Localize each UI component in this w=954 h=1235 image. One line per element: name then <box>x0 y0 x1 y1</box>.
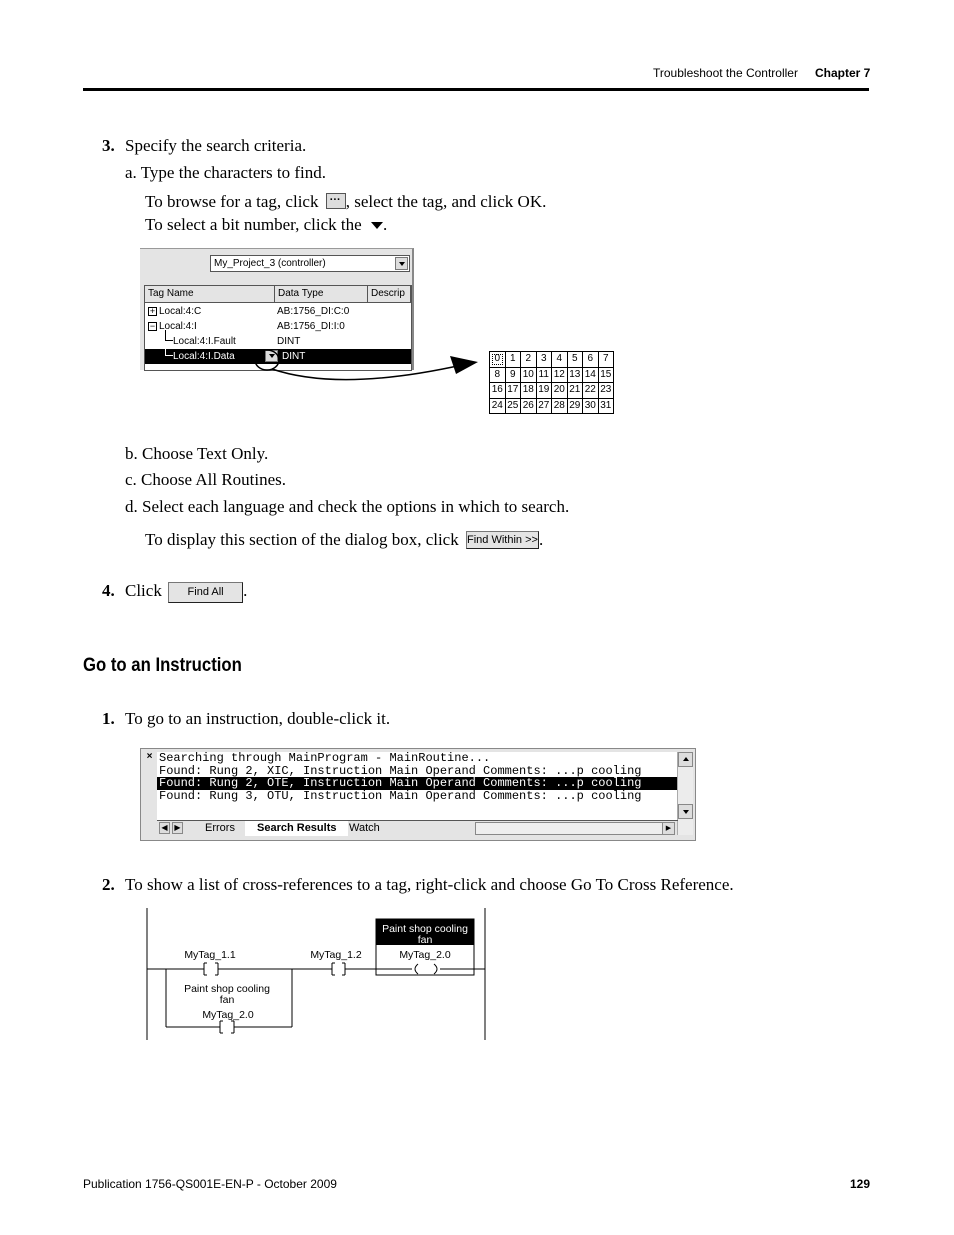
step-4-text-post: . <box>243 581 248 600</box>
tab-watch[interactable]: Watch <box>349 822 380 834</box>
bit-grid-row <box>490 383 614 399</box>
goto-step-1-number: 1. <box>102 709 115 728</box>
scope-dropdown-value: My_Project_3 (controller) <box>214 258 326 269</box>
bit-instruction <box>145 215 387 235</box>
bit-cell[interactable]: 22 <box>583 383 599 399</box>
tab-scroll-left-icon[interactable]: ◀ <box>159 822 170 834</box>
expand-icon[interactable]: + <box>149 306 156 316</box>
vertical-scrollbar[interactable] <box>677 752 693 835</box>
tag-data-type: DINT <box>282 351 306 362</box>
tag-data-type: AB:1756_DI:C:0 <box>277 306 350 317</box>
bit-cell[interactable]: 19 <box>536 383 552 399</box>
footer-page-number: 129 <box>850 1177 871 1191</box>
tag-name: Local:4:I <box>159 321 197 332</box>
tag-row[interactable] <box>145 304 411 319</box>
bit-cell[interactable]: 2 <box>521 352 537 368</box>
header-chapter: Chapter 7 <box>815 66 871 80</box>
header-rule <box>83 88 869 91</box>
bit-text-post: . <box>382 215 388 234</box>
bit-grid-row <box>490 398 614 414</box>
display-text-post: . <box>538 530 544 549</box>
column-header-description[interactable]: Descrip <box>368 286 411 303</box>
bit-cell[interactable]: 21 <box>567 383 583 399</box>
display-section-instruction <box>145 530 543 550</box>
find-all-button[interactable]: Find All <box>168 582 243 603</box>
tag-name: Local:4:I.Data <box>173 351 235 362</box>
step-4-line <box>125 581 247 603</box>
collapse-icon[interactable]: − <box>149 321 156 331</box>
browse-ellipsis-button[interactable] <box>326 193 346 209</box>
goto-step-2-number: 2. <box>102 875 115 894</box>
bit-cell[interactable]: 7 <box>598 352 614 368</box>
bit-cell[interactable]: 5 <box>567 352 583 368</box>
tag-data-type: AB:1756_DI:I:0 <box>277 321 345 332</box>
bit-cell[interactable]: 17 <box>505 383 521 399</box>
ellipsis-icon: ··· <box>329 194 341 206</box>
result-line[interactable]: Found: Rung 2, XIC, Instruction Main Operand Comments: ...p cooling <box>159 763 642 778</box>
result-line-selected[interactable]: Found: Rung 2, OTE, Instruction Main Operand Comments: ...p cooling <box>157 777 678 790</box>
bit-cell[interactable]: 9 <box>505 367 521 383</box>
tag-name: Local:4:C <box>159 306 202 317</box>
branch-contact-tag[interactable]: MyTag_2.0 <box>202 1009 254 1021</box>
bit-cell[interactable]: 6 <box>583 352 599 368</box>
column-header-data-type[interactable]: Data Type <box>275 286 368 303</box>
bit-cell[interactable]: 8 <box>490 367 506 383</box>
bit-cell[interactable]: 26 <box>521 398 537 414</box>
bit-cell[interactable]: 16 <box>490 383 506 399</box>
contact-1-tag[interactable]: MyTag_1.1 <box>184 949 236 961</box>
results-tab-bar <box>157 820 678 836</box>
bit-cell[interactable]: 12 <box>552 367 568 383</box>
scroll-up-icon[interactable] <box>678 752 693 767</box>
tag-data-type: DINT <box>277 336 301 347</box>
bit-grid-row <box>490 352 614 368</box>
tab-errors[interactable]: Errors <box>205 822 235 834</box>
bit-number-grid <box>489 351 614 414</box>
contact-2-tag[interactable]: MyTag_1.2 <box>310 949 362 961</box>
tab-search-results[interactable]: Search Results <box>245 821 348 836</box>
callout-arrow <box>250 340 490 390</box>
bit-cell[interactable]: 4 <box>552 352 568 368</box>
bit-cell[interactable]: 10 <box>521 367 537 383</box>
coil-comment-line-1: Paint shop cooling <box>382 923 468 935</box>
bit-cell[interactable]: 15 <box>598 367 614 383</box>
bit-cell[interactable]: 11 <box>536 367 552 383</box>
branch-comment-line-2: fan <box>219 994 235 1006</box>
browse-text-post: , select the tag, and click OK. <box>345 192 547 211</box>
bit-cell[interactable]: 30 <box>583 398 599 414</box>
chevron-down-icon[interactable] <box>395 257 408 270</box>
bit-cell[interactable]: 24 <box>490 398 506 414</box>
dropdown-arrow-icon <box>371 222 383 229</box>
bit-text-pre: To select a bit number, click the <box>145 215 362 234</box>
section-title: Go to an Instruction <box>83 655 242 676</box>
display-text-pre: To display this section of the dialog box, click <box>145 530 459 549</box>
bit-grid-row <box>490 367 614 383</box>
step-3-text: Specify the search criteria. <box>125 136 307 155</box>
bit-cell[interactable]: 29 <box>567 398 583 414</box>
bit-cell[interactable]: 3 <box>536 352 552 368</box>
ladder-rung-diagram <box>144 908 490 1042</box>
tree-connector <box>165 345 173 356</box>
step-4-number: 4. <box>102 581 115 600</box>
close-icon[interactable]: × <box>146 751 153 762</box>
tab-scroll-right-icon[interactable]: ▶ <box>172 822 183 834</box>
bit-cell[interactable]: 31 <box>598 398 614 414</box>
scroll-down-icon[interactable] <box>678 804 693 819</box>
bit-cell[interactable]: 23 <box>598 383 614 399</box>
horizontal-scrollbar[interactable] <box>475 822 675 835</box>
coil-tag[interactable]: MyTag_2.0 <box>399 949 451 961</box>
result-line[interactable]: Searching through MainProgram - MainRoutine... <box>159 752 491 765</box>
bit-cell[interactable]: 25 <box>505 398 521 414</box>
bit-cell[interactable]: 0 <box>490 352 506 368</box>
footer-publication: Publication 1756-QS001E-EN-P - October 2009 <box>83 1177 337 1191</box>
bit-cell[interactable]: 18 <box>521 383 537 399</box>
goto-step-2-text: To show a list of cross-references to a tag, right-click and choose Go To Cross Reference. <box>125 875 734 894</box>
tag-name: Local:4:I.Fault <box>173 336 236 347</box>
bit-cell[interactable]: 27 <box>536 398 552 414</box>
bit-cell[interactable]: 20 <box>552 383 568 399</box>
step-3-number: 3. <box>102 136 115 155</box>
results-pane <box>157 752 678 820</box>
header-section-title: Troubleshoot the Controller <box>653 66 798 80</box>
scope-dropdown[interactable] <box>210 255 410 272</box>
bit-cell[interactable]: 1 <box>505 352 521 368</box>
step-3d-text: d. Select each language and check the options in which to search. <box>125 497 570 516</box>
step-3b-text: b. Choose Text Only. <box>125 444 269 463</box>
tree-connector <box>165 330 173 341</box>
bit-cell[interactable]: 13 <box>567 367 583 383</box>
find-within-button[interactable]: Find Within >> <box>466 531 539 549</box>
scroll-right-icon[interactable]: ▶ <box>662 823 674 834</box>
step-3c-text: c. Choose All Routines. <box>125 470 287 489</box>
step-3a-text: a. Type the characters to find. <box>125 163 326 182</box>
tag-row[interactable] <box>145 319 411 334</box>
browse-instruction <box>145 192 546 212</box>
bit-cell[interactable]: 28 <box>552 398 568 414</box>
coil-comment-line-2: fan <box>417 934 433 946</box>
step-4-text-pre: Click <box>125 581 162 600</box>
result-line[interactable]: Found: Rung 3, OTU, Instruction Main Operand Comments: ...p cooling <box>159 788 642 803</box>
browse-text-pre: To browse for a tag, click <box>145 192 319 211</box>
goto-step-1-text: To go to an instruction, double-click it. <box>125 709 391 728</box>
branch-comment-line-1: Paint shop cooling <box>184 983 270 995</box>
bit-cell[interactable]: 14 <box>583 367 599 383</box>
search-results-window <box>140 748 696 841</box>
column-header-tag-name[interactable]: Tag Name <box>145 286 275 303</box>
